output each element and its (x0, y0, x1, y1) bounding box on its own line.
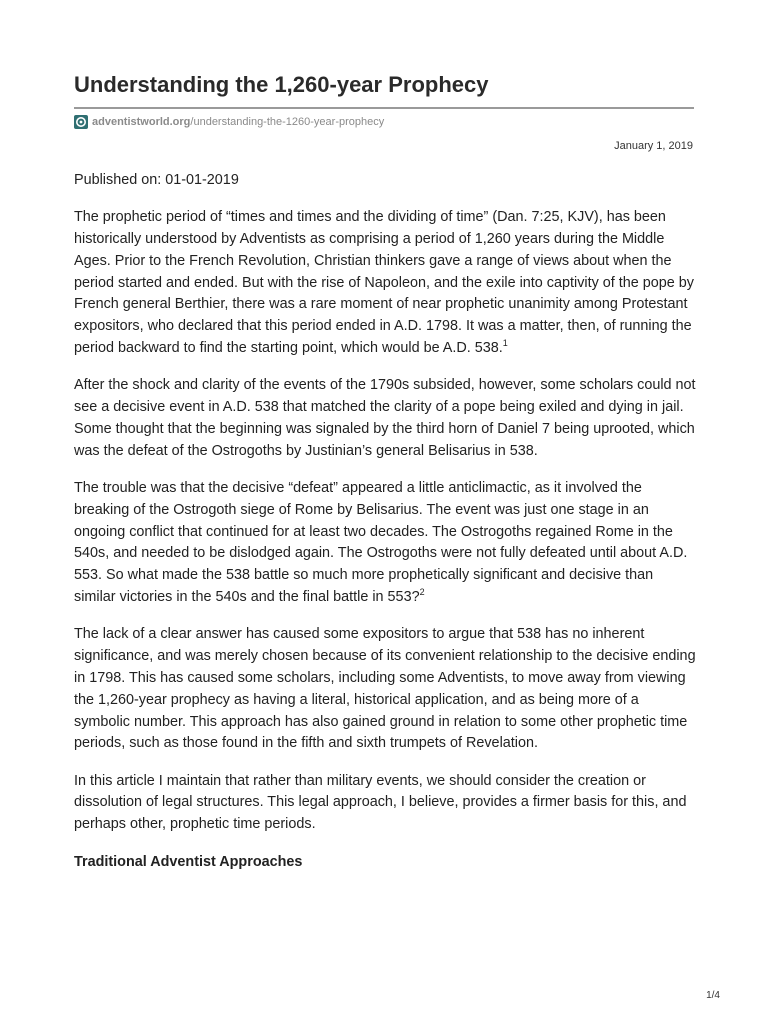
paragraph-3 (74, 478, 696, 609)
page-title: Understanding the 1,260-year Prophecy (74, 72, 489, 97)
footnote-ref-1[interactable]: 1 (502, 338, 508, 349)
article-body (74, 170, 696, 873)
paragraph-1-text: The prophetic period of “times and times and the dividing of time” (Dan. 7:25, KJV), has been historically understood by Adventists as comprising a period of 1,260 years during the Middle Ages. Prior to the French Revolution, Christian thinkers gave a range of views about when the period started and ended. But with the rise of Napoleon, and the exile into captivity of the pope by French general Berthier, there was a rare moment of near prophetic unanimity among Protestant expositors, who declared that this period ended in A.D. 1798. It was a matter, then, of running the period backward to find the starting point, which would be A.D. 538. (74, 209, 694, 357)
section-heading: Traditional Adventist Approaches (74, 853, 303, 870)
source-domain[interactable]: adventistworld.org (92, 116, 191, 128)
site-favicon-icon (74, 115, 88, 129)
paragraph-3-text: The trouble was that the decisive “defeat” appeared a little anticlimactic, as it involved the breaking of the Ostrogoth siege of Rome by Belisarius. The event was just one stage in an ongoing conflict that continued for at least two decades. The Ostrogoths regained Rome in the 540s, and needed to be dislodged again. The Ostrogoths were not fully defeated until about A.D. 553. So what made the 538 battle so much more prophetically significant and decisive than similar victories in the 540s and the final battle in 553? (74, 480, 688, 606)
paragraph-5-text: In this article I maintain that rather than military events, we should consider the creation or dissolution of legal structures. This legal approach, I believe, provides a firmer basis for this, and perhaps other, prophetic time periods. (74, 772, 687, 833)
paragraph-5 (74, 771, 696, 836)
paragraph-1 (74, 207, 696, 360)
footnote-ref-2[interactable]: 2 (419, 587, 425, 598)
paragraph-2-text: After the shock and clarity of the events of the 1790s subsided, however, some scholars could not see a decisive event in A.D. 538 that matched the clarity of a pope being exiled and dying in jail. Some thought that the beginning was signaled by the third horn of Daniel 7 being uprooted, which was the defeat of the Ostrogoths by Justinian’s general Belisarius in 538. (74, 377, 696, 459)
source-link[interactable] (74, 114, 384, 130)
source-path[interactable]: /understanding-the-1260-year-prophecy (190, 116, 385, 128)
page-number: 1/4 (706, 990, 720, 1001)
document-date: January 1, 2019 (614, 140, 693, 152)
paragraph-4 (74, 624, 696, 755)
published-line: Published on: 01-01-2019 (74, 172, 239, 188)
paragraph-2 (74, 375, 696, 462)
title-divider (74, 107, 694, 109)
paragraph-4-text: The lack of a clear answer has caused some expositors to argue that 538 has no inherent significance, and was merely chosen because of its convenient relationship to the decisive ending in 1798. This has caused some scholars, including some Adventists, to move away from viewing the 1,260-year prophecy as having a literal, historical application, and as being more of a symbolic number. This approach has also gained ground in relation to some other prophetic time periods, such as those found in the fifth and sixth trumpets of Revelation. (74, 626, 696, 752)
